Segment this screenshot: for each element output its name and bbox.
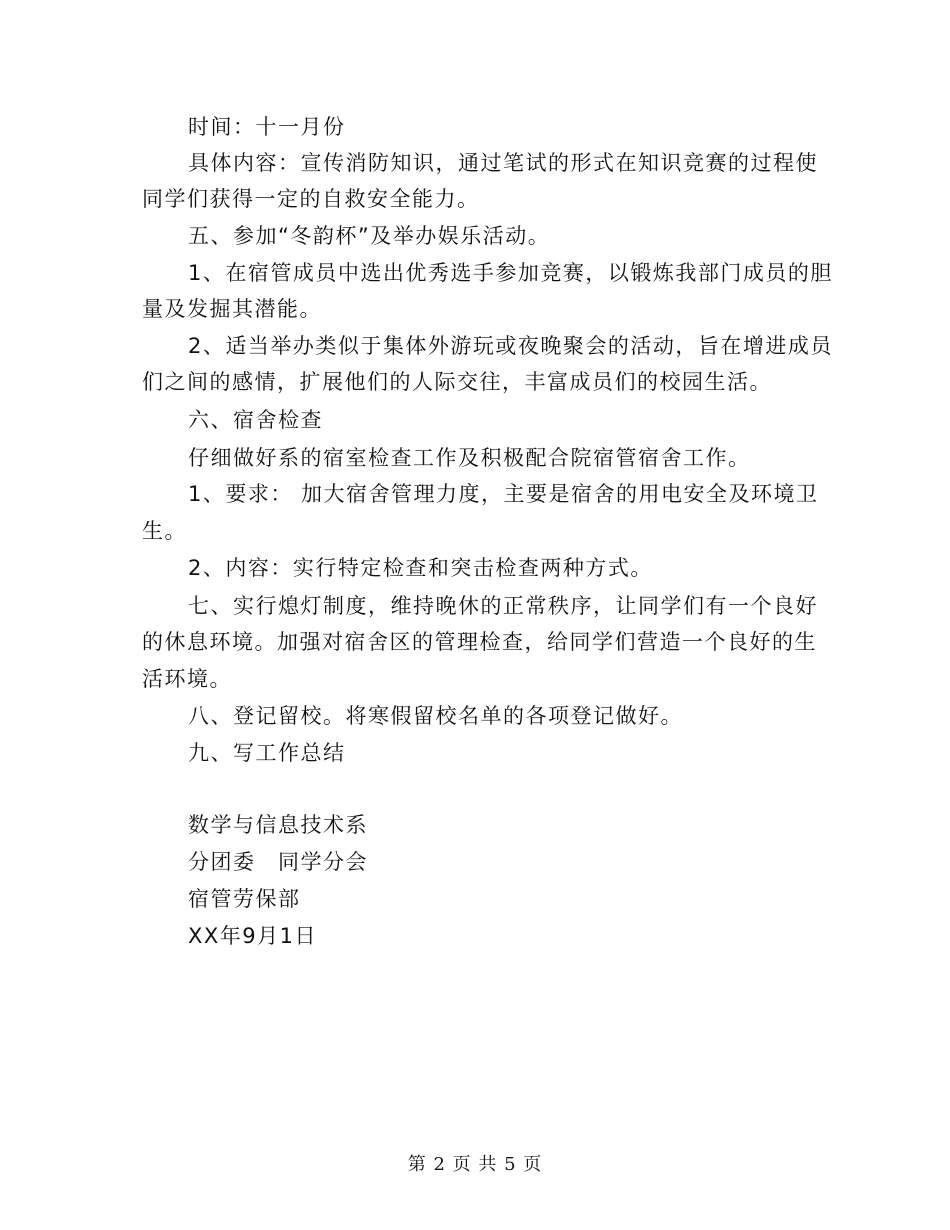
section-7-line-3: 活环境。	[142, 667, 232, 691]
section-8: 八、登记留校。将寒假留校名单的各项登记做好。	[188, 704, 683, 728]
section-5-item-2-line-2: 们之间的感情，扩展他们的人际交往，丰富成员们的校园生活。	[142, 370, 772, 394]
section-7-line-2: 的休息环境。加强对宿舍区的管理检查，给同学们营造一个良好的生	[142, 630, 817, 654]
signature-dept: 数学与信息技术系	[188, 813, 368, 837]
section-9: 九、写工作总结	[188, 741, 346, 765]
signature-committee: 分团委 同学分会	[188, 850, 368, 874]
signature-date: XX年9月1日	[188, 924, 317, 948]
section-5-item-1-line-1: 1、在宿管成员中选出优秀选手参加竞赛，以锻炼我部门成员的胆	[188, 261, 833, 285]
time-line: 时间：十一月份	[188, 115, 346, 139]
section-6-item-2: 2、内容：实行特定检查和突击检查两种方式。	[188, 556, 653, 580]
page-number-footer: 第 2 页 共 5 页	[407, 1154, 543, 1175]
section-6-heading: 六、宿舍检查	[188, 408, 323, 432]
section-5-item-1-line-2: 量及发掘其潜能。	[142, 297, 322, 321]
section-6-item-1-line-2: 生。	[142, 519, 187, 543]
content-line-1: 具体内容：宣传消防知识，通过笔试的形式在知识竞赛的过程使	[188, 151, 818, 175]
section-6-intro: 仔细做好系的宿室检查工作及积极配合院宿管宿舍工作。	[188, 446, 751, 470]
section-6-item-1-line-1: 1、要求： 加大宿舍管理力度，主要是宿舍的用电安全及环境卫	[188, 482, 819, 506]
content-line-2: 同学们获得一定的自救安全能力。	[142, 187, 480, 211]
section-5-item-2-line-1: 2、适当举办类似于集体外游玩或夜晚聚会的活动，旨在增进成员	[188, 334, 833, 358]
signature-office: 宿管劳保部	[188, 887, 301, 911]
section-7-line-1: 七、实行熄灯制度，维持晚休的正常秩序，让同学们有一个良好	[188, 594, 818, 618]
section-5-heading: 五、参加“冬韵杯”及举办娱乐活动。	[188, 224, 551, 248]
